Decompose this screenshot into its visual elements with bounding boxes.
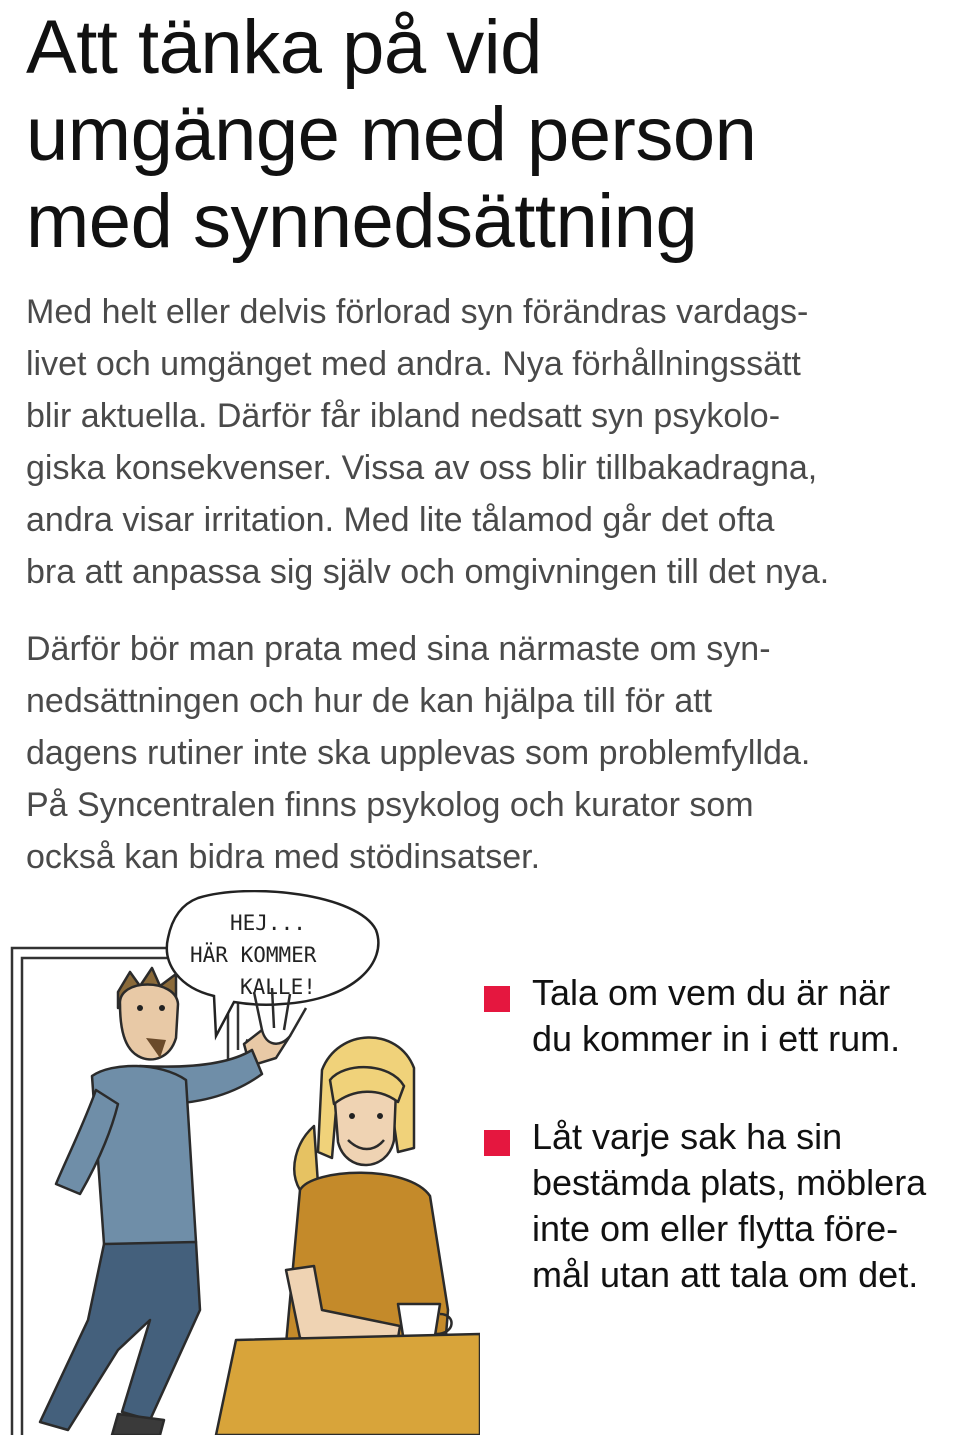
red-square-bullet-icon xyxy=(484,1130,510,1156)
tip-line: Tala om vem du är när xyxy=(532,972,891,1013)
intro-line: bra att anpassa sig själv och omgivningen till det nya. xyxy=(26,553,830,591)
title-line: Att tänka på vid xyxy=(26,5,542,90)
tip-line: bestämda plats, möblera xyxy=(532,1162,927,1203)
second-line: också kan bidra med stödinsatser. xyxy=(26,838,541,876)
title-line: umgänge med person xyxy=(26,92,757,177)
second-paragraph xyxy=(26,623,946,883)
tip-item xyxy=(484,970,960,1062)
red-square-bullet-icon xyxy=(484,986,510,1012)
woman-figure xyxy=(216,1037,480,1435)
second-line: Därför bör man prata med sina närmaste om syn- xyxy=(26,630,771,668)
tip-item xyxy=(484,1114,960,1298)
intro-paragraph xyxy=(26,286,946,598)
speech-line: HÄR KOMMER xyxy=(190,943,317,967)
tips-list xyxy=(484,970,960,1350)
speech-line: KALLE! xyxy=(240,975,316,999)
second-line: På Syncentralen finns psykolog och kurator som xyxy=(26,786,754,824)
tip-line: inte om eller flytta före- xyxy=(532,1208,899,1249)
speech-line: HEJ... xyxy=(230,911,306,935)
intro-line: blir aktuella. Därför får ibland nedsatt syn psykolo- xyxy=(26,397,781,435)
second-line: dagens rutiner inte ska upplevas som problemfyllda. xyxy=(26,734,811,772)
intro-line: giska konsekvenser. Vissa av oss blir tillbakadragna, xyxy=(26,449,818,487)
tip-text xyxy=(532,970,960,1062)
page-title xyxy=(26,4,946,265)
tip-text xyxy=(532,1114,960,1298)
second-line: nedsättningen och hur de kan hjälpa till för att xyxy=(26,682,713,720)
illustration xyxy=(0,890,480,1435)
intro-line: livet och umgänget med andra. Nya förhållningssätt xyxy=(26,345,801,383)
intro-line: andra visar irritation. Med lite tålamod går det ofta xyxy=(26,501,775,539)
intro-line: Med helt eller delvis förlorad syn förändras vardags- xyxy=(26,293,809,331)
title-line: med synnedsättning xyxy=(26,179,698,264)
tip-line: mål utan att tala om det. xyxy=(532,1254,919,1295)
tip-line: du kommer in i ett rum. xyxy=(532,1018,901,1059)
tip-line: Låt varje sak ha sin xyxy=(532,1116,843,1157)
